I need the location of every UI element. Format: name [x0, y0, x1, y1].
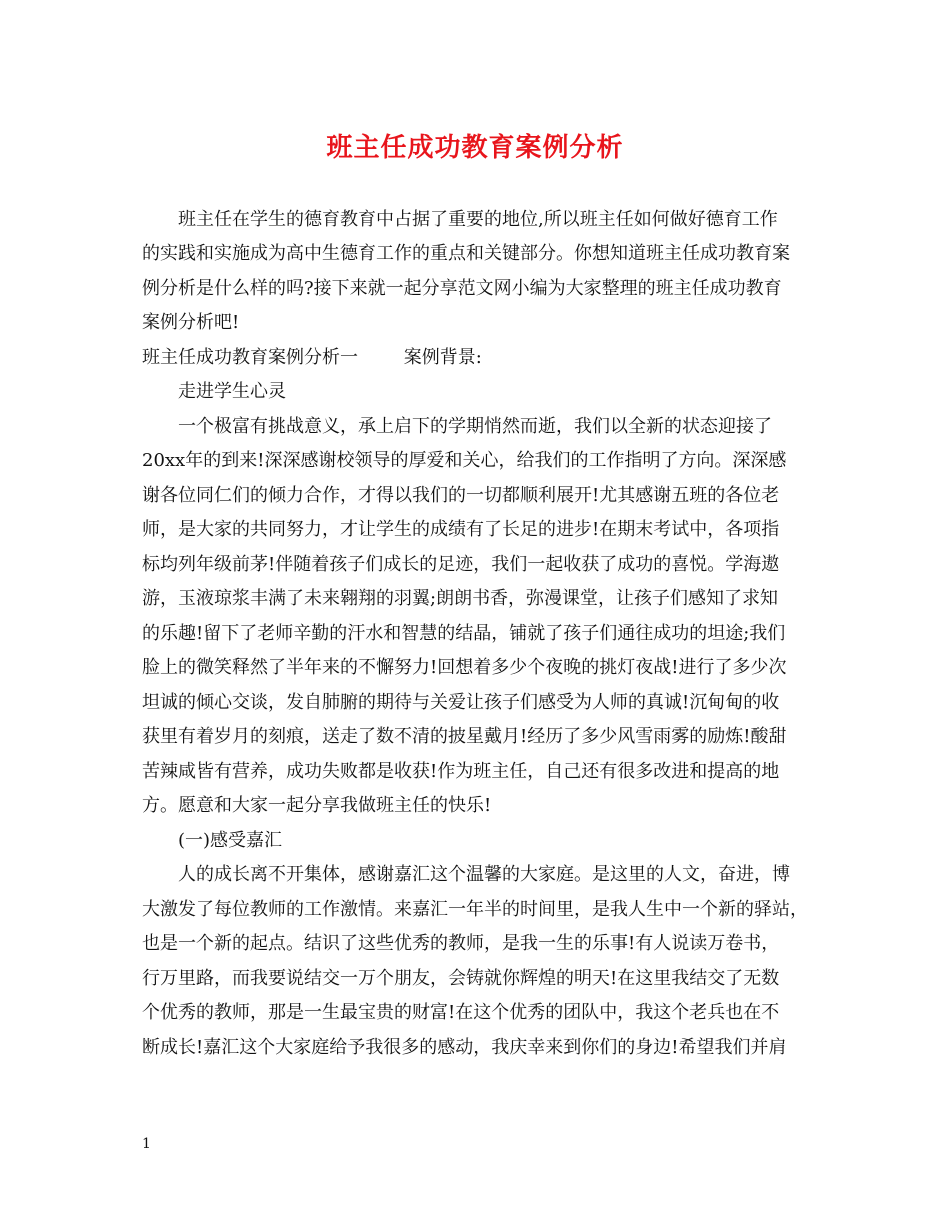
section-heading: 班主任成功教育案例分析一 案例背景: [142, 347, 482, 368]
text-line: 苦辣咸皆有营养，成功失败都是收获!作为班主任，自己还有很多改进和提高的地 [142, 761, 780, 782]
text-line: 师，是大家的共同努力，才让学生的成绩有了长足的进步!在期末考试中，各项指 [142, 519, 780, 540]
text-line: 人的成长离不开集体，感谢嘉汇这个温馨的大家庭。是这里的人文，奋进，博 [178, 864, 790, 885]
text-line: 班主任在学生的德育教育中占据了重要的地位,所以班主任如何做好德育工作 [178, 209, 778, 230]
text-line: 的乐趣!留下了老师辛勤的汗水和智慧的结晶，铺就了孩子们通往成功的坦途;我们 [142, 623, 786, 644]
text-line: 获里有着岁月的刻痕，送走了数不清的披星戴月!经历了多少风雪雨雾的励炼!酸甜 [142, 726, 787, 747]
page-number: 1 [142, 1136, 151, 1152]
text-line: 一个极富有挑战意义，承上启下的学期悄然而逝，我们以全新的状态迎接了 [178, 416, 772, 437]
text-line: 脸上的微笑释然了半年来的不懈努力!回想着多少个夜晚的挑灯夜战!进行了多少次 [142, 657, 787, 678]
text-line: 坦诚的倾心交谈，发自肺腑的期待与关爱让孩子们感受为人师的真诚!沉甸甸的收 [142, 692, 780, 713]
text-line: 大激发了每位教师的工作激情。来嘉汇一年半的时间里，是我人生中一个新的驿站， [142, 899, 808, 920]
text-line: 行万里路，而我要说结交一万个朋友，会铸就你辉煌的明天!在这里我结交了无数 [142, 968, 780, 989]
text-line: 案例分析吧! [142, 312, 240, 333]
text-line: 标均列年级前茅!伴随着孩子们成长的足迹，我们一起收获了成功的喜悦。学海遨 [142, 554, 780, 575]
text-line: 也是一个新的起点。结识了这些优秀的教师，是我一生的乐事!有人说读万卷书， [142, 933, 780, 954]
text-line: 的实践和实施成为高中生德育工作的重点和关键部分。你想知道班主任成功教育案 [142, 243, 790, 264]
text-line: 例分析是什么样的吗?接下来就一起分享范文网小编为大家整理的班主任成功教育 [142, 278, 782, 299]
document-title: 班主任成功教育案例分析 [326, 133, 624, 163]
text-line: 方。愿意和大家一起分享我做班主任的快乐! [142, 795, 492, 816]
text-line: 游，玉液琼浆丰满了未来翱翔的羽翼;朗朗书香，弥漫课堂，让孩子们感知了求知 [142, 588, 779, 609]
subheading: 走进学生心灵 [178, 381, 286, 402]
text-line: 断成长!嘉汇这个大家庭给予我很多的感动，我庆幸来到你们的身边!希望我们并肩 [142, 1037, 787, 1058]
text-line: 个优秀的教师，那是一生最宝贵的财富!在这个优秀的团队中，我这个老兵也在不 [142, 1002, 780, 1023]
text-line: 20xx年的到来!深深感谢校领导的厚爱和关心，给我们的工作指明了方向。深深感 [142, 450, 787, 471]
text-line: 谢各位同仁们的倾力合作，才得以我们的一切都顺利展开!尤其感谢五班的各位老 [142, 485, 780, 506]
subheading: (一)感受嘉汇 [178, 830, 283, 851]
